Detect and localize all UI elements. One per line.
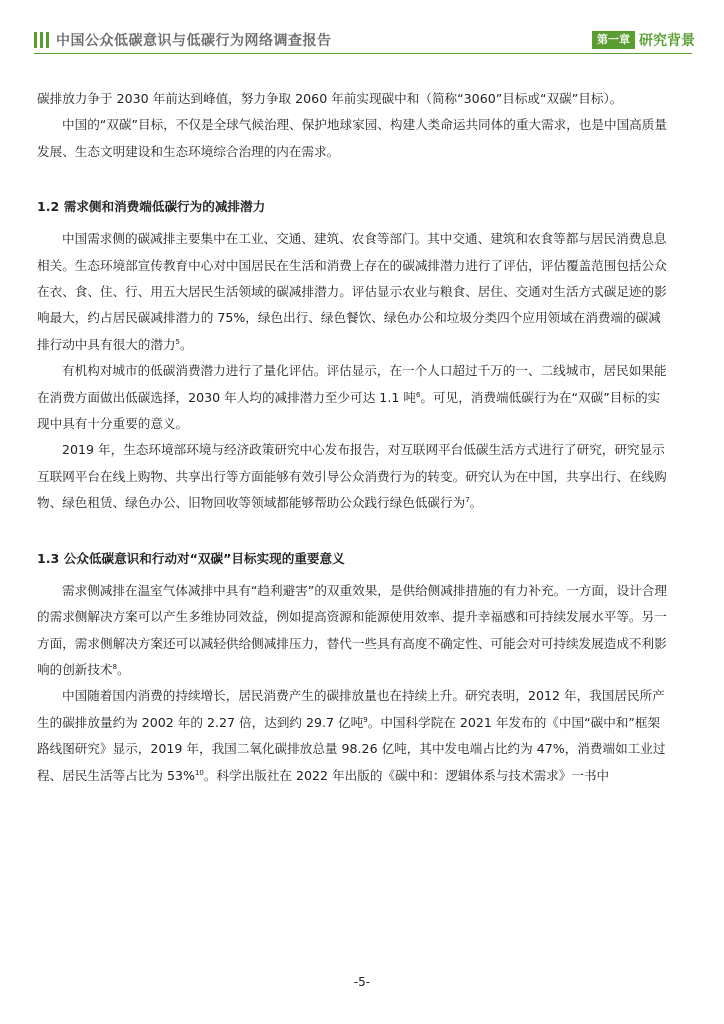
paragraph: 中国随着国内消费的持续增长，居民消费产生的碳排放量也在持续上升。研究表明，2012 年，我国居民所产生的碳排放量约为 2002 年的 2.27 倍，达到约 29.7 亿吨$^9$。中国科学院在 2021 年发布的《中国“碳中和”框架路线图研究》显示，2019 年，我国二氧化碳排放总量 98.26 亿吨，其中发电端占比约为 47%，消费端如工业过程、居民生活等占比为 53%$^{10}$。科学出版社在 2022 年出版的《碳中和：逻辑体系与技术需求》一书中 bbox=[37, 688, 666, 783]
paragraph: 碳排放力争于 2030 年前达到峰值，努力争取 2060 年前实现碳中和（简称“3060”目标或“双碳”目标）。 bbox=[37, 91, 623, 106]
paragraph: 中国需求侧的碳减排主要集中在工业、交通、建筑、农食等部门。其中交通、建筑和农食等都与居民消费息息相关。生态环境部宣传教育中心对中国居民在生活和消费上存在的碳减排潜力进行了评估，评估覆盖范围包括公众在衣、食、住、行、用五大居民生活领域的碳减排潜力。评估显示农业与粮食、居住、交通对生活方式碳足迹的影响最大，约占居民碳减排潜力的 75%，绿色出行、绿色餐饮、绿色办公和垃圾分类四个应用领域在消费端的碳减排行动中具有很大的潜力$^5$。 bbox=[37, 231, 667, 352]
footnote-ref[interactable]: 5 bbox=[175, 337, 180, 346]
footnote-ref[interactable]: 6 bbox=[415, 390, 421, 399]
paragraph: 有机构对城市的低碳消费潜力进行了量化评估。评估显示，在一个人口超过千万的一、二线城市，居民如果能在消费方面做出低碳选择，2030 年人均的减排潜力至少可达 1.1 吨$^6$。可见，消费端低碳行为在“双碳”目标的实现中具有十分重要的意义。 bbox=[37, 363, 667, 432]
footnote-ref[interactable]: 8 bbox=[112, 662, 118, 671]
page-body bbox=[37, 86, 667, 789]
page-number: -5- bbox=[353, 975, 371, 989]
page-header bbox=[0, 0, 724, 56]
section-heading-1-3: 1.3 公众低碳意识和行动对“双碳”目标实现的重要意义 bbox=[37, 550, 345, 566]
footnote-ref[interactable]: 7 bbox=[465, 496, 470, 505]
header-bars-icon bbox=[34, 32, 49, 48]
paragraph: 中国的“双碳”目标，不仅是全球气候治理、保护地球家园、构建人类命运共同体的重大需求，也是中国高质量发展、生态文明建设和生态环境综合治理的内在需求。 bbox=[37, 117, 667, 159]
footnote-ref[interactable]: 10 bbox=[194, 768, 204, 777]
chapter-tag: 第一章 bbox=[592, 31, 635, 49]
section-title: 研究背景 bbox=[639, 33, 695, 49]
paragraph: 需求侧减排在温室气体减排中具有“趋利避害”的双重效果，是供给侧减排措施的有力补充。一方面，设计合理的需求侧解决方案可以产生多维协同效益，例如提高资源和能源使用效率、提升幸福感和可持续发展水平等。另一方面，需求侧解决方案还可以减轻供给侧减排压力，替代一些具有高度不确定性、可能会对可持续发展造成不利影响的创新技术$^8$。 bbox=[37, 582, 667, 677]
section-heading-1-2: 1.2 需求侧和消费端低碳行为的减排潜力 bbox=[37, 199, 266, 215]
paragraph: 2019 年，生态环境部环境与经济政策研究中心发布报告，对互联网平台低碳生活方式进行了研究，研究显示互联网平台在线上购物、共享出行等方面能够有效引导公众消费行为的转变。研究认为在中国，共享出行、在线购物、绿色租赁、绿色办公、旧物回收等领域都能够帮助公众践行绿色低碳行为$^7$。 bbox=[37, 442, 667, 511]
footnote-ref[interactable]: 9 bbox=[363, 715, 368, 724]
report-title: 中国公众低碳意识与低碳行为网络调查报告 bbox=[56, 33, 332, 49]
header-divider bbox=[34, 53, 692, 54]
